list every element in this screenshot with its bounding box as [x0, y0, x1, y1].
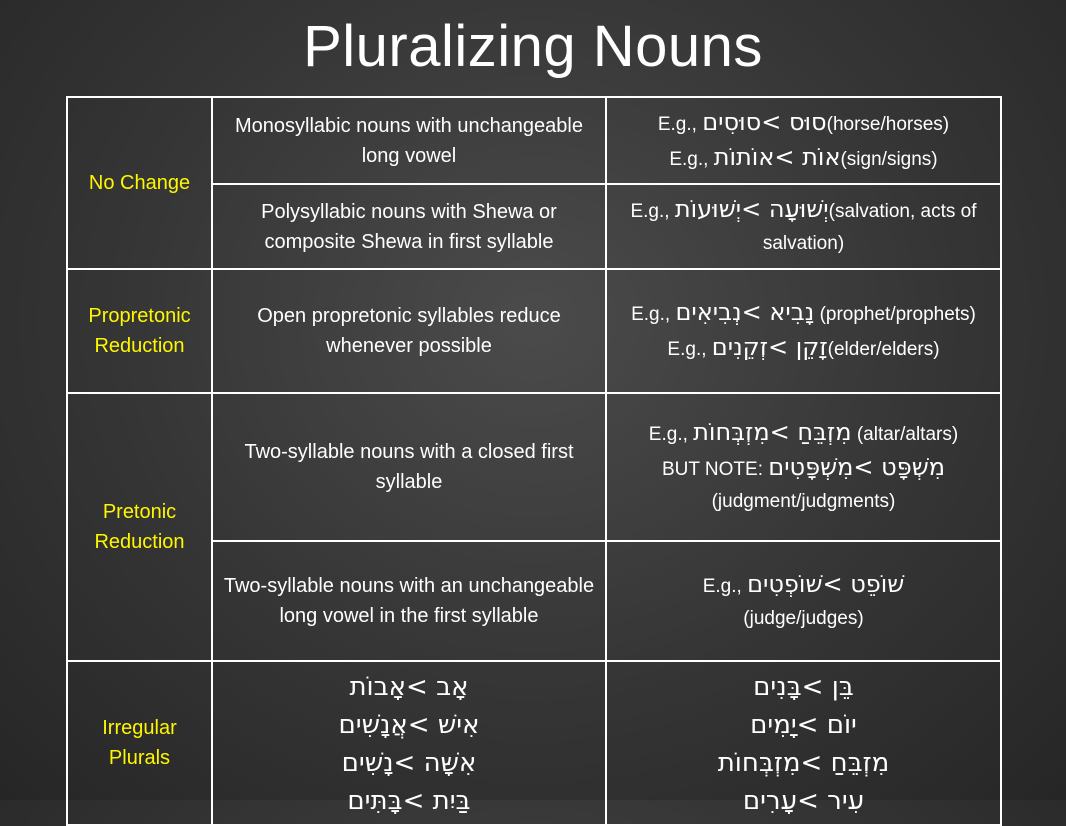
irregular-pair: מִזְבֵּחַ >מִזְבְּחוֹת — [717, 748, 890, 778]
irregular-pair: בַּיִת >בָּתִּים — [347, 786, 471, 816]
table-row — [67, 661, 1001, 825]
rule-description: Polysyllabic nouns with Shewa or composite Shewa in first syllable — [212, 184, 606, 269]
category-no-change: No Change — [67, 97, 212, 269]
irregular-list-right — [606, 661, 1001, 825]
examples-cell — [606, 393, 1001, 541]
irregular-pair: אִשָּׁה >נָשִׁים — [341, 748, 477, 778]
irregular-pair: עִיר >עָרִים — [742, 786, 865, 816]
irregular-pair: אִישׁ >אֲנָשִׁים — [338, 710, 480, 740]
category-propretonic-reduction: Propretonic Reduction — [67, 269, 212, 393]
examples-cell — [606, 97, 1001, 184]
rule-description: Two-syllable nouns with an unchangeable long vowel in the first syllable — [212, 541, 606, 661]
table-row — [67, 393, 1001, 541]
category-irregular-plurals: Irregular Plurals — [67, 661, 212, 825]
example-line: BUT NOTE: מִשְׁפָּט >מִשְׁפָּטִים (judgment/judgments) — [661, 453, 946, 512]
irregular-pair: אָב >אָבוֹת — [349, 672, 469, 702]
table-row — [67, 97, 1001, 184]
irregular-pair: בֵּן >בָּנִים — [753, 672, 854, 702]
rule-description: Monosyllabic nouns with unchangeable long vowel — [212, 97, 606, 184]
examples-cell: E.g., יְשׁוּעָה >יְשׁוּעוֹת(salvation, acts of salvation) — [606, 184, 1001, 269]
examples-cell: E.g., שׁוֹפֵט >שׁוֹפְטִים (judge/judges) — [606, 541, 1001, 661]
table-row — [67, 269, 1001, 393]
example-line: E.g., זָקֵן >זְקֵנִים(elder/elders) — [667, 333, 940, 361]
irregular-list-left — [212, 661, 606, 825]
rule-description: Two-syllable nouns with a closed first syllable — [212, 393, 606, 541]
slide-title: Pluralizing Nouns — [303, 14, 763, 79]
category-pretonic-reduction: Pretonic Reduction — [67, 393, 212, 661]
irregular-pair: יוֹם >יָמִים — [750, 710, 857, 740]
example-line: E.g., אוֹת >אוֹתוֹת(sign/signs) — [669, 142, 938, 171]
example-line: E.g., נָבִיא >נְבִיאִים (prophet/prophets) — [631, 298, 976, 326]
noun-plural-table — [66, 96, 1002, 826]
example-line: E.g., סוּס >סוּסִים(horse/horses) — [657, 107, 950, 136]
example-line: E.g., מִזְבֵּחַ >מִזְבְּחוֹת (altar/altars) — [648, 418, 959, 446]
examples-cell — [606, 269, 1001, 393]
rule-description: Open propretonic syllables reduce whenever possible — [212, 269, 606, 393]
